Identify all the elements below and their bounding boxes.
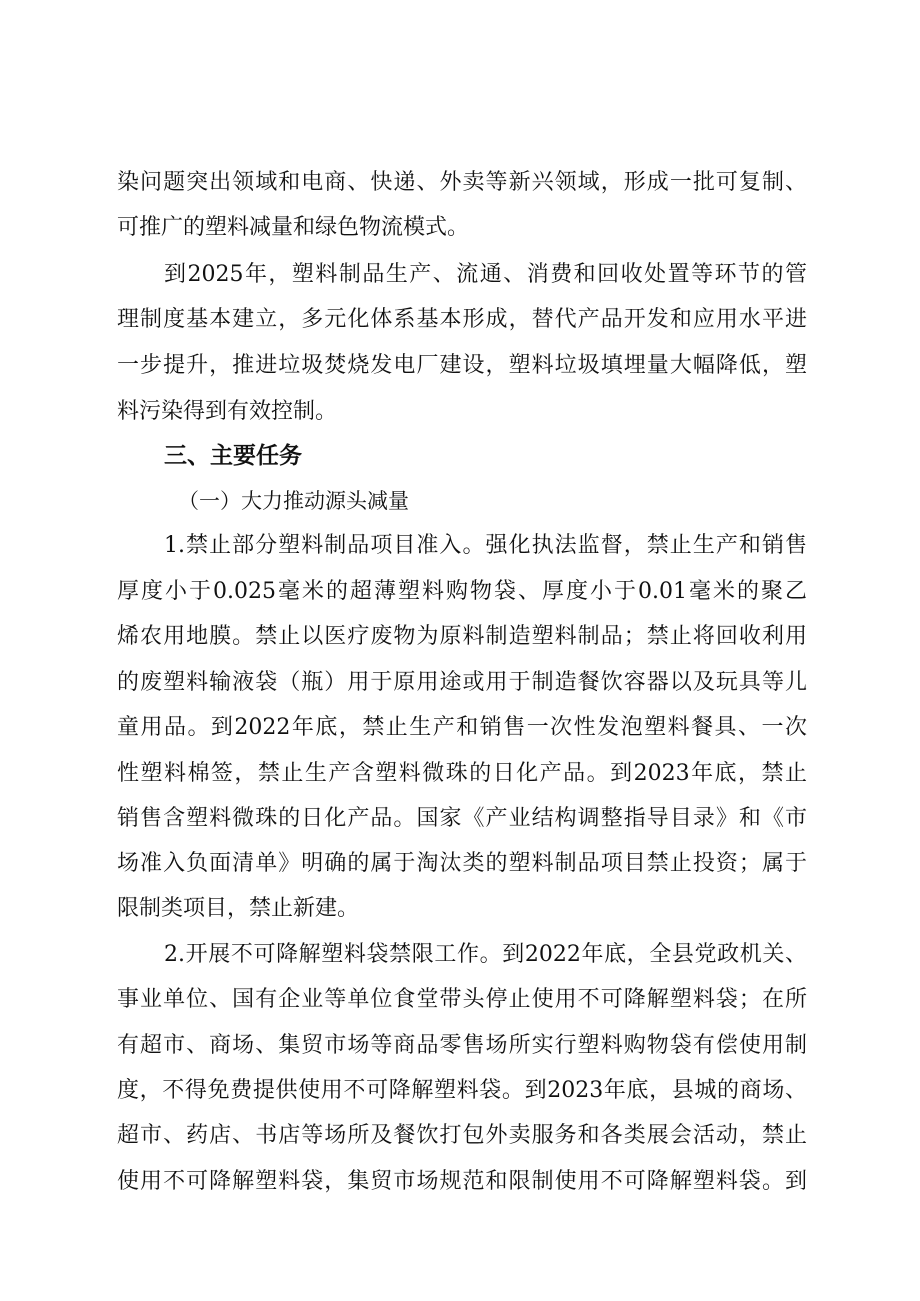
text-line: 厚度小于0.025毫米的超薄塑料购物袋、厚度小于0.01毫米的聚乙 [117,579,807,604]
text-line: 染问题突出领域和电商、快递、外卖等新兴领域，形成一批可复制、 [117,170,807,195]
text-line: 的废塑料输液袋（瓶）用于原用途或用于制造餐饮容器以及玩具等儿 [117,670,807,695]
text-line: 童用品。到2022年底，禁止生产和销售一次性发泡塑料餐具、一次 [117,715,807,740]
text-line: 事业单位、国有企业等单位食堂带头停止使用不可降解塑料袋；在所 [117,987,807,1012]
section-heading: 三、主要任务 [164,443,302,469]
text-line: 1.禁止部分塑料制品项目准入。强化执法监督，禁止生产和销售 [164,533,807,558]
text-line: 烯农用地膜。禁止以医疗废物为原料制造塑料制品；禁止将回收利用 [117,624,807,649]
text-line: 料污染得到有效控制。 [117,399,338,424]
text-line: 场准入负面清单》明确的属于淘汰类的塑料制品项目禁止投资；属于 [117,851,807,876]
subsection-heading: （一）大力推动源头减量 [178,489,409,513]
text-line: 2.开展不可降解塑料袋禁限工作。到2022年底，全县党政机关、 [164,942,807,967]
text-line: 理制度基本建立，多元化体系基本形成，替代产品开发和应用水平进 [117,307,807,332]
text-line: 超市、药店、书店等场所及餐饮打包外卖服务和各类展会活动，禁止 [117,1123,807,1148]
text-line: 一步提升，推进垃圾焚烧发电厂建设，塑料垃圾填埋量大幅降低，塑 [117,353,807,378]
text-line: 到2025年，塑料制品生产、流通、消费和回收处置等环节的管 [164,262,807,287]
text-line: 销售含塑料微珠的日化产品。国家《产业结构调整指导目录》和《市 [117,806,807,831]
text-line: 限制类项目，禁止新建。 [117,896,360,921]
text-line: 使用不可降解塑料袋，集贸市场规范和限制使用不可降解塑料袋。到 [117,1169,807,1194]
text-line: 有超市、商场、集贸市场等商品零售场所实行塑料购物袋有偿使用制 [117,1033,807,1058]
text-line: 性塑料棉签，禁止生产含塑料微珠的日化产品。到2023年底，禁止 [117,761,807,786]
text-line: 可推广的塑料减量和绿色物流模式。 [117,215,470,240]
text-line: 度，不得免费提供使用不可降解塑料袋。到2023年底，县城的商场、 [117,1078,807,1103]
